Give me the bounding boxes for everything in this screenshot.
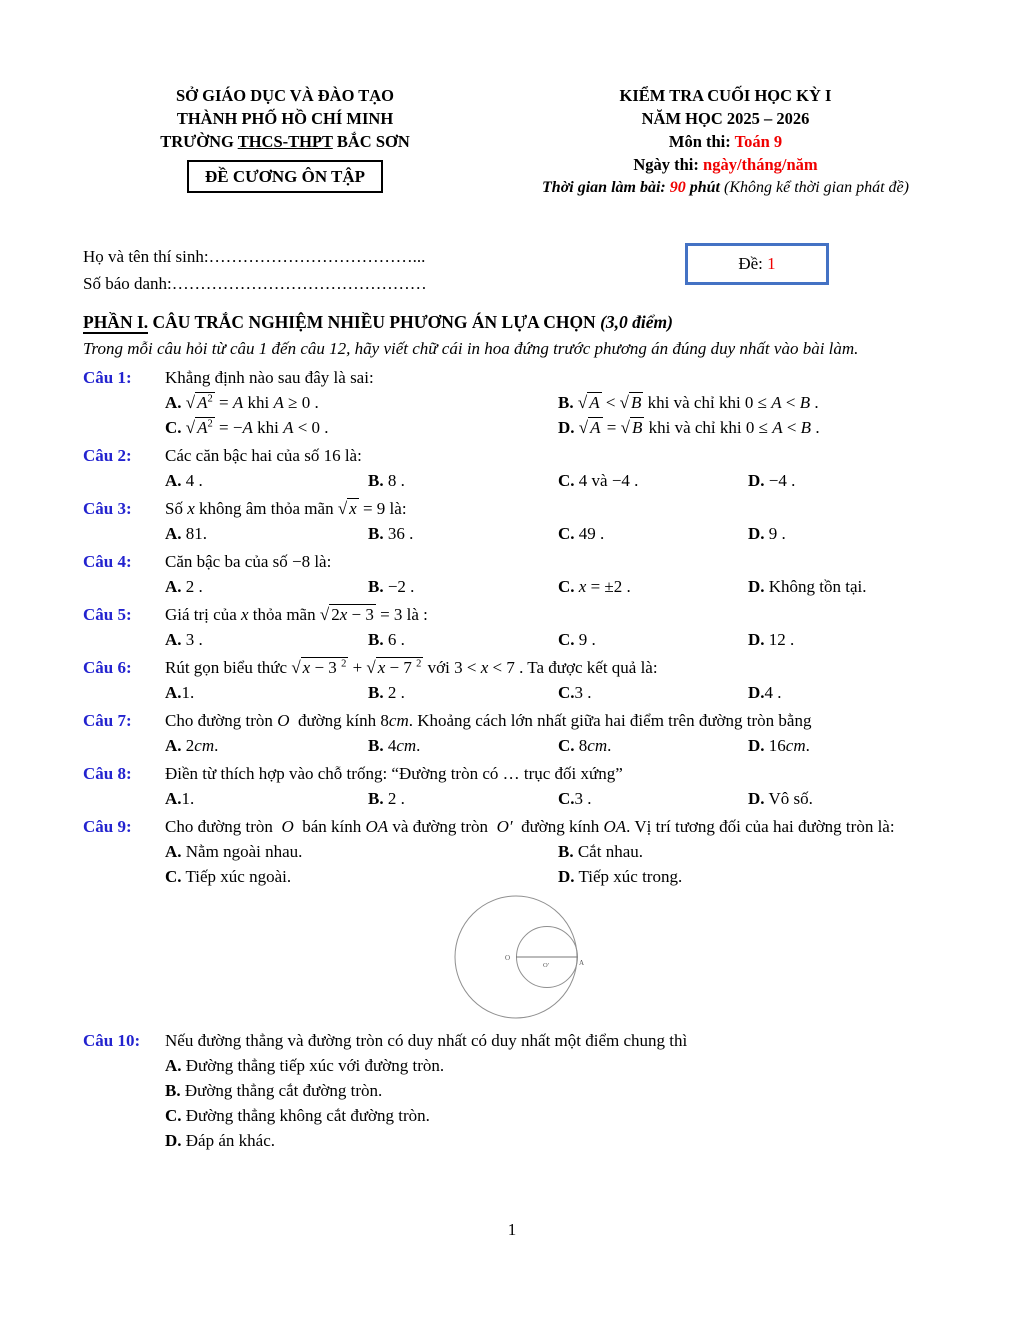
option-c: C. 4 và −4 . [558,471,639,490]
exam-header [83,84,964,199]
option-b: B. 36 . [368,524,414,543]
school-year: NĂM HỌC 2025 – 2026 [641,109,810,128]
question-7-text: Cho đường tròn O đường kính 8cm. Khoảng cách lớn nhất giữa hai điểm trên đường tròn bằng [165,711,812,730]
exam-date-line: Ngày thi: ngày/tháng/năm [633,155,818,174]
question-2 [83,443,964,493]
question-8-options [165,786,964,811]
option-a: A. 4 . [165,471,203,490]
part1-heading [83,309,964,336]
exam-title: KIỂM TRA CUỐI HỌC KỲ I [619,86,832,105]
option-a: A. Đường thẳng tiếp xúc với đường tròn. [165,1056,445,1075]
exam-code-value: 1 [767,254,776,273]
question-6-text: Rút gọn biểu thức √ x − 3 $^2$ + √ x − 7 $^2$ với 3 < x < 7 . Ta được kết quả là: [165,658,658,677]
question-7 [83,708,964,758]
option-b: B. 6 . [368,630,405,649]
question-5-options [165,627,964,652]
question-1-number: Câu 1: [83,368,132,387]
question-1 [83,365,964,440]
city-line: THÀNH PHỐ HỒ CHÍ MINH [176,109,394,128]
question-6-options [165,680,964,705]
question-5-number: Câu 5: [83,605,132,624]
student-fields [83,243,603,297]
exam-code-label: Đề: [738,254,763,273]
question-5 [83,602,964,652]
question-6 [83,655,964,705]
option-c: C. √ $A^2 = -A$ khi A < 0 . [165,418,329,437]
subject-line: Môn thi: Toán 9 [668,132,783,151]
header-school-block [83,84,487,199]
option-b: B. 4cm. [368,736,421,755]
part1-instruction: Trong mỗi câu hỏi từ câu 1 đến câu 12, hãy viết chữ cái in hoa đứng trước phương án đúng duy nhất vào bài làm. [83,339,859,358]
option-b: B. Cắt nhau. [558,842,643,861]
question-8-number: Câu 8: [83,764,132,783]
question-1-text: Khẳng định nào sau đây là sai: [165,368,374,387]
option-a: A. Nằm ngoài nhau. [165,842,303,861]
option-b: B. −2 . [368,577,415,596]
part1-points: (3,0 điểm) [600,312,673,332]
question-4 [83,549,964,599]
option-b: B. Đường thẳng cắt đường tròn. [165,1081,383,1100]
duration-line: Thời gian làm bài: 90 phút (Không kể thời gian phát đề) [542,179,909,196]
point-A-label: A [579,959,585,967]
option-a: A. 81. [165,524,208,543]
option-a: A.1. [165,683,195,702]
header-exam-block [487,84,964,199]
option-c: C. 8cm. [558,736,612,755]
school-line: TRƯỜNG THCS-THPT BẮC SƠN [160,132,410,151]
option-c: C. x = ±2 . [558,577,631,596]
option-d: D. Vô số. [748,789,813,808]
question-9 [83,814,964,889]
question-3-number: Câu 3: [83,499,132,518]
option-b: B. 2 . [368,789,405,808]
exam-type-box: ĐỀ CƯƠNG ÔN TẬP [187,160,383,193]
part1-title: CÂU TRẮC NGHIỆM NHIỀU PHƯƠNG ÁN LỰA CHỌN [148,312,601,332]
page-number: 1 [507,1220,517,1239]
option-d: D. Không tồn tại. [748,577,867,596]
center-O-prime-label: O' [543,962,549,969]
student-id-field: Số báo danh:……………………………………… [83,274,427,293]
option-d: D. Đáp án khác. [165,1131,275,1150]
question-4-number: Câu 4: [83,552,132,571]
question-6-number: Câu 6: [83,658,132,677]
question-9-text: Cho đường tròn O bán kính OA và đường tròn O′ đường kính OA. Vị trí tương đối của hai đường tròn là: [165,817,895,836]
question-3-options [165,521,964,546]
question-7-options [165,733,964,758]
option-a: A. √ $A^2 = A$ khi A ≥ 0 . [165,393,319,412]
question-10-text: Nếu đường thẳng và đường tròn có duy nhất có duy nhất một điểm chung thì [165,1031,688,1050]
question-9-options [165,839,964,889]
two-circles-figure [452,891,964,1025]
question-3 [83,496,964,546]
option-c: C.3 . [558,683,592,702]
option-b: B. √ A < √ B khi và chỉ khi 0 ≤ A < B . [558,393,819,412]
question-3-text: Số x không âm thỏa mãn √ x = 9 là: [165,499,407,518]
question-8-text: Điền từ thích hợp vào chỗ trống: “Đường tròn có … trục đối xứng” [165,764,623,783]
student-info-section [83,243,964,297]
circles-diagram [452,891,617,1025]
option-d: D. Tiếp xúc trong. [558,867,683,886]
question-2-text: Các căn bậc hai của số 16 là: [165,446,362,465]
exam-code-box [685,243,829,285]
option-c: C.3 . [558,789,592,808]
department-line: SỞ GIÁO DỤC VÀ ĐÀO TẠO [175,86,395,105]
question-2-options [165,468,964,493]
question-5-text: Giá trị của x thỏa mãn √ 2x − 3 = 3 là : [165,605,428,624]
option-d: D. 16cm. [748,736,810,755]
option-d: D. 9 . [748,524,786,543]
question-4-options [165,574,964,599]
option-b: B. 8 . [368,471,405,490]
question-10 [83,1028,964,1153]
option-d: D.4 . [748,683,782,702]
option-c: C. Đường thẳng không cắt đường tròn. [165,1106,430,1125]
option-c: C. Tiếp xúc ngoài. [165,867,292,886]
question-10-options [165,1053,964,1153]
option-a: A. 2 . [165,577,203,596]
question-8 [83,761,964,811]
center-O-label: O [504,954,510,962]
part1-label: PHẦN I. [83,312,149,332]
question-10-number: Câu 10: [83,1031,141,1050]
option-a: A. 3 . [165,630,203,649]
option-c: C. 49 . [558,524,605,543]
question-1-options [165,390,964,440]
question-9-number: Câu 9: [83,817,132,836]
question-4-text: Căn bậc ba của số −8 là: [165,552,332,571]
option-d: D. −4 . [748,471,796,490]
option-d: D. √ A = √ B khi và chỉ khi 0 ≤ A < B . [558,418,820,437]
question-2-number: Câu 2: [83,446,132,465]
option-a: A. 2cm. [165,736,219,755]
option-b: B. 2 . [368,683,405,702]
option-c: C. 9 . [558,630,596,649]
option-a: A.1. [165,789,195,808]
question-7-number: Câu 7: [83,711,132,730]
student-name-field: Họ và tên thí sinh:………………………………... [83,247,426,266]
option-d: D. 12 . [748,630,795,649]
